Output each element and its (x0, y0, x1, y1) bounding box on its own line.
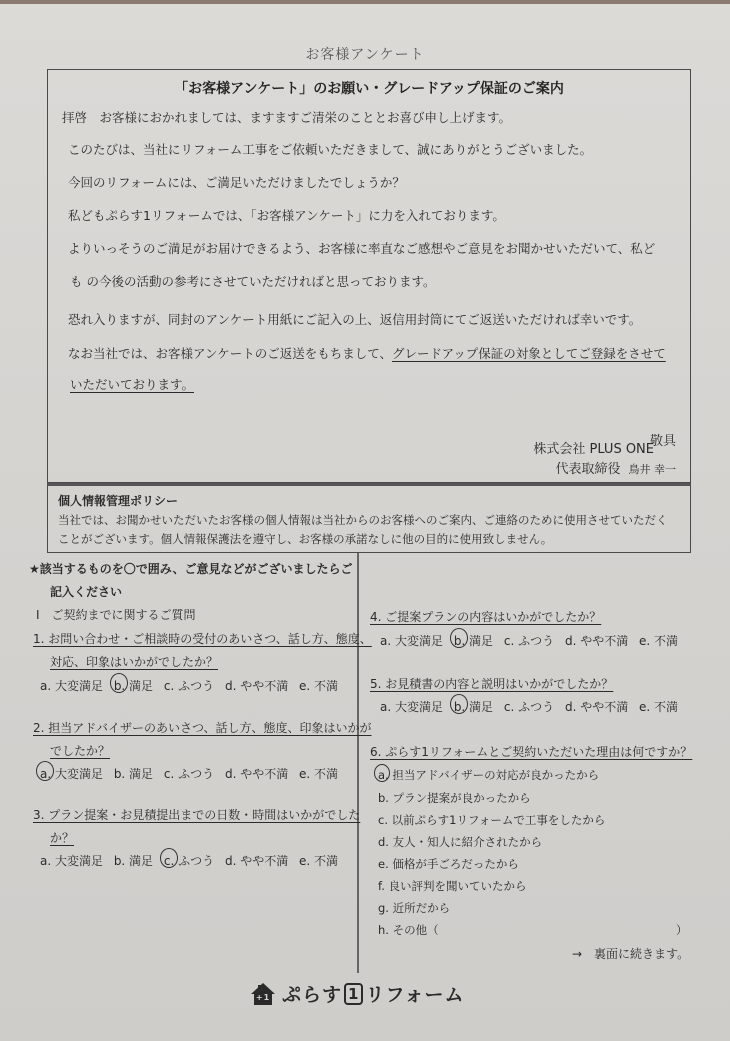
document-title: お客様アンケート (305, 47, 425, 63)
closing: 敬具 (649, 434, 676, 449)
q6-reason-c[interactable]: c. 以前ぷらす1リフォームで工事をしたから (378, 813, 606, 827)
question-1-options (40, 677, 345, 694)
q1-option-a[interactable]: a. 大変満足 (40, 679, 103, 693)
privacy-line-2: ことがございます。個人情報保護法を遵守し、お客様の承諾なしに他の目的に使用致しません。 (58, 532, 553, 546)
q5-option-e[interactable]: e. 不満 (639, 700, 679, 714)
q3-option-c[interactable]: c. ふつう (163, 854, 215, 868)
q6-reason-d[interactable]: d. 友人・知人に紹介されたから (378, 835, 543, 849)
paragraph-1: このたびは、当社にリフォーム工事をご依頼いただきまして、誠にありがとうございました。 (68, 142, 593, 157)
q6-reason-f[interactable]: f. 良い評判を聞いていたから (378, 879, 527, 893)
column-divider (357, 553, 359, 973)
question-3-options (40, 852, 345, 869)
q1-option-b[interactable]: b. 満足 (113, 679, 154, 693)
continue-note: → 裏面に続きます。 (572, 947, 690, 961)
letter-box (47, 69, 691, 483)
guarantee-prefix: なお当社では、お客様アンケートのご返送をもちまして、 (68, 346, 393, 361)
logo-text-2: リフォーム (365, 984, 465, 1006)
q3-option-a[interactable]: a. 大変満足 (40, 854, 103, 868)
privacy-policy-box (47, 483, 691, 553)
guarantee-line (68, 344, 666, 362)
q4-option-c[interactable]: c. ふつう (503, 634, 555, 648)
guarantee-underlined-2: いただいております。 (70, 377, 195, 392)
q2-option-d[interactable]: d. やや不満 (224, 767, 289, 781)
q6-reason-b[interactable]: b. プラン提案が良かったから (378, 791, 531, 805)
paragraph-6: 恐れ入りますが、同封のアンケート用紙にご記入の上、返信用封筒にてご返送いただければ幸いです。 (68, 312, 642, 327)
guarantee-underlined-1: グレードアップ保証の対象としてご登録をさせて (392, 346, 666, 361)
question-4: 4. ご提案プランの内容はいかがでしたか？ (370, 610, 602, 624)
footer-logo (250, 980, 465, 1007)
house-icon (250, 982, 276, 1006)
logo-text-1: ぷらす (282, 984, 343, 1006)
privacy-line-1: 当社では、お聞かせいただいたお客様の個人情報は当社からのお客様へのご案内、ご連絡のために使用させていただく (58, 513, 668, 527)
q6-other-close-paren: ） (676, 923, 688, 937)
q4-option-d[interactable]: d. やや不満 (564, 634, 629, 648)
q2-option-a[interactable]: a. 大変満足 (40, 767, 103, 781)
question-2-options (40, 765, 345, 782)
q5-option-d[interactable]: d. やや不満 (564, 700, 629, 714)
instruction-line-1: ★該当するものを〇で囲み、ご意見などがございましたらご (29, 562, 353, 576)
q6-reason-a[interactable]: a. 担当アドバイザーの対応が良かったから (378, 768, 600, 782)
question-1-line-1: 1. お問い合わせ・ご相談時の受付のあいさつ、話し方、態度、 (33, 632, 372, 646)
greeting: 拝啓 お客様におかれましては、ますますご清栄のこととお喜び申し上げます。 (62, 110, 512, 125)
representative-title: 代表取締役 (555, 462, 621, 477)
q4-option-e[interactable]: e. 不満 (639, 634, 679, 648)
q5-option-a[interactable]: a. 大変満足 (380, 700, 443, 714)
representative (555, 458, 676, 477)
question-1-line-2: 対応、印象はいかがでしたか？ (50, 655, 219, 669)
q2-option-b[interactable]: b. 満足 (113, 767, 154, 781)
q3-option-e[interactable]: e. 不満 (299, 854, 339, 868)
q3-option-b[interactable]: b. 満足 (113, 854, 154, 868)
instruction-line-2: 記入ください (50, 585, 123, 599)
q1-option-d[interactable]: d. やや不満 (224, 679, 289, 693)
paper-edge (0, 0, 730, 4)
question-5: 5. お見積書の内容と説明はいかがでしたか？ (370, 677, 614, 691)
q6-reason-h[interactable]: h. その他（ (378, 923, 439, 937)
q4-option-b[interactable]: b. 満足 (453, 634, 494, 648)
q1-option-e[interactable]: e. 不満 (299, 679, 339, 693)
question-3-line-2: か？ (50, 831, 75, 845)
question-2-line-1: 2. 担当アドバイザーのあいさつ、話し方、態度、印象はいかが (33, 721, 372, 735)
question-5-options (380, 698, 685, 715)
section-title: Ⅰ ご契約までに関するご質問 (36, 608, 196, 622)
svg-text:+1: +1 (255, 992, 271, 1002)
question-2-line-2: でしたか？ (50, 744, 111, 758)
q5-option-c[interactable]: c. ふつう (503, 700, 555, 714)
representative-signature: 鳥井 幸一 (628, 463, 676, 476)
paragraph-3: 私どもぷらす1リフォームでは、「お客様アンケート」に力を入れております。 (68, 208, 505, 223)
q2-option-e[interactable]: e. 不満 (299, 767, 339, 781)
logo-digit: 1 (344, 983, 363, 1005)
question-4-options (380, 632, 685, 649)
q1-option-c[interactable]: c. ふつう (163, 679, 215, 693)
q5-option-b[interactable]: b. 満足 (453, 700, 494, 714)
question-3-line-1: 3. プラン提案・お見積提出までの日数・時間はいかがでした (33, 808, 361, 822)
paragraph-4: よりいっそうのご満足がお届けできるよう、お客様に率直なご感想やご意見をお聞かせいただいて、私ど (68, 241, 656, 256)
paragraph-5: も の今後の活動の参考にさせていただければと思っております。 (70, 274, 436, 289)
q6-reason-g[interactable]: g. 近所だから (378, 901, 451, 915)
q3-option-d[interactable]: d. やや不満 (224, 854, 289, 868)
q2-option-c[interactable]: c. ふつう (163, 767, 215, 781)
q4-option-a[interactable]: a. 大変満足 (380, 634, 443, 648)
privacy-title: 個人情報管理ポリシー (58, 494, 179, 508)
paragraph-2: 今回のリフォームには、ご満足いただけましたでしょうか？ (68, 175, 405, 190)
q6-reason-e[interactable]: e. 価格が手ごろだったから (378, 857, 519, 871)
question-6: 6. ぷらす1リフォームとご契約いただいた理由は何ですか？ (370, 745, 693, 759)
company-name: 株式会社 PLUS ONE (533, 442, 654, 457)
letter-heading: 「お客様アンケート」のお願い・グレードアップ保証のご案内 (174, 81, 564, 97)
